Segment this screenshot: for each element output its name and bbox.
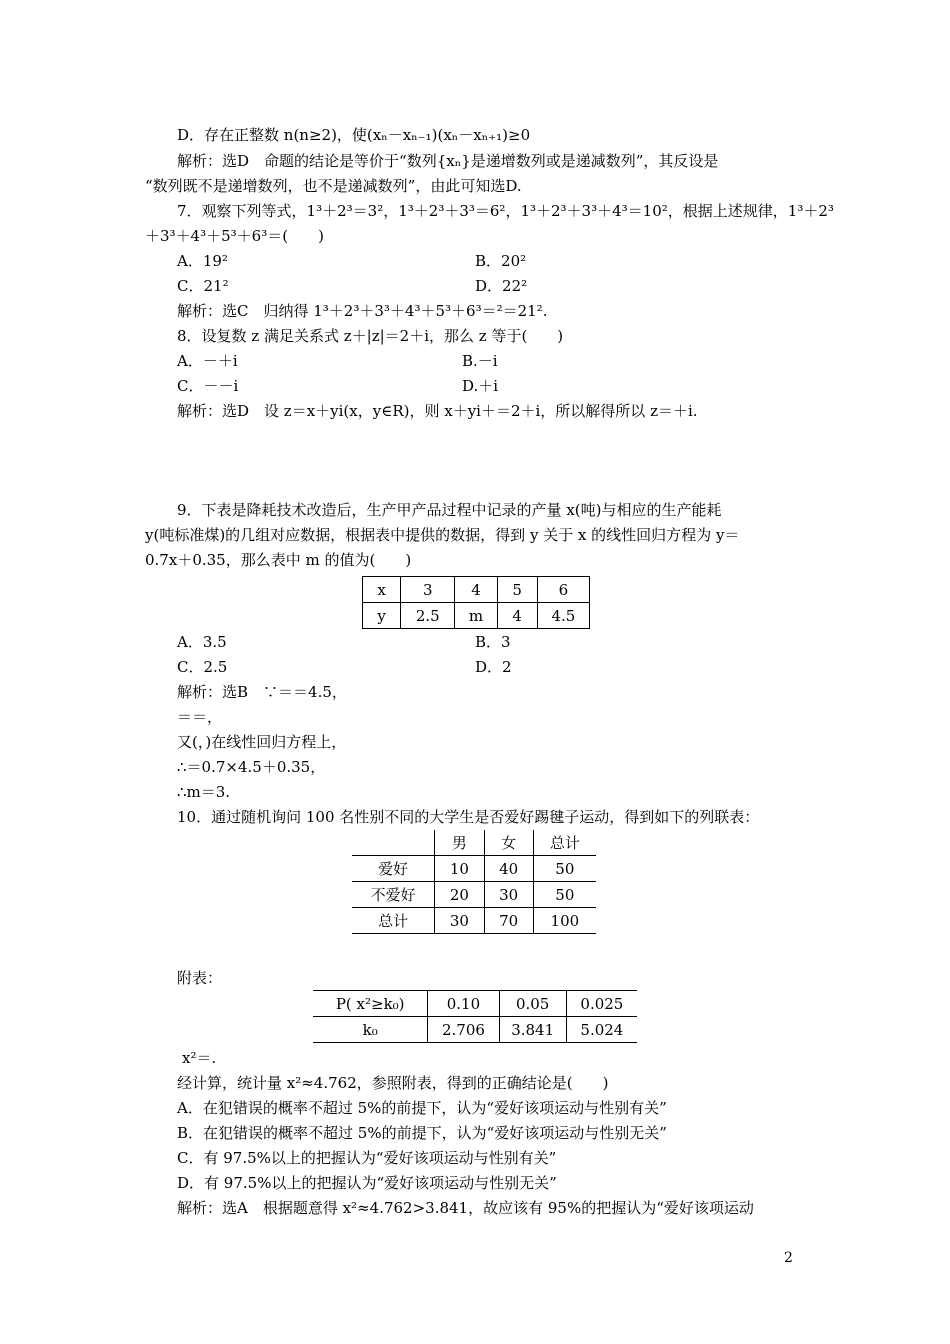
q10-calc: 经计算，统计量 x²≈4.762，参照附表，得到的正确结论是( ) (177, 1074, 609, 1092)
q10-appendix-label: 附表： (177, 969, 223, 987)
q6-option-d: D．存在正整数 n(n≥2)，使(xₙ－xₙ₋₁)(xₙ－xₙ₊₁)≥0 (177, 126, 531, 144)
q9-option-a: A．3.5 (177, 633, 227, 651)
table-cell: 0.025 (566, 991, 637, 1017)
q7-stem-line2: ＋3³＋4³＋5³＋6³＝( ) (145, 227, 324, 245)
table-cell: 3.841 (499, 1017, 566, 1043)
q8-option-c: C．－－i (177, 377, 239, 395)
table-row (352, 882, 596, 908)
table-cell: m (455, 603, 497, 629)
q10-stem: 10．通过随机询问 100 名性别不同的大学生是否爱好踢毽子运动，得到如下的列联表： (177, 808, 760, 826)
q9-option-b: B．3 (475, 633, 511, 651)
table-cell: x (363, 577, 401, 603)
table-cell: 总计 (533, 830, 596, 856)
table-cell: 4 (455, 577, 497, 603)
table-cell: 4.5 (537, 603, 589, 629)
q7-option-b: B．20² (475, 252, 527, 270)
table-row (352, 908, 596, 934)
q10-contingency-table (352, 830, 596, 934)
table-cell: P( x²≥k₀) (313, 991, 428, 1017)
table-cell: 50 (533, 856, 596, 882)
table-cell: 0.10 (428, 991, 499, 1017)
table-cell: 爱好 (352, 856, 435, 882)
table-cell: 40 (484, 856, 533, 882)
q9-option-d: D．2 (475, 658, 512, 676)
table-cell: 女 (484, 830, 533, 856)
table-row (352, 856, 596, 882)
table-cell: 50 (533, 882, 596, 908)
q6-solution-line1: 解析：选D 命题的结论是等价于“数列{xₙ}是递增数列或是递减数列”，其反设是 (177, 152, 719, 170)
table-cell: 男 (435, 830, 484, 856)
q8-option-a: A．－＋i (177, 352, 238, 370)
q10-option-c: C．有 97.5%以上的把握认为“爱好该项运动与性别有关” (177, 1149, 557, 1167)
q9-data-table (362, 576, 590, 629)
table-row (313, 1017, 637, 1043)
q9-stem-line1: 9．下表是降耗技术改造后，生产甲产品过程中记录的产量 x(吨)与相应的生产能耗 (177, 501, 722, 519)
table-cell: 3 (401, 577, 455, 603)
q10-appendix-table (313, 990, 637, 1043)
table-cell: 总计 (352, 908, 435, 934)
table-cell (352, 830, 435, 856)
table-cell: 6 (537, 577, 589, 603)
q9-option-c: C．2.5 (177, 658, 228, 676)
table-row (313, 991, 637, 1017)
q9-solution-line5: ∴m＝3. (177, 783, 231, 801)
table-cell: 10 (435, 856, 484, 882)
table-cell: 0.05 (499, 991, 566, 1017)
table-cell: k₀ (313, 1017, 428, 1043)
q9-stem-line2: y(吨标准煤)的几组对应数据，根据表中提供的数据，得到 y 关于 x 的线性回归方程为 y＝ (145, 526, 740, 544)
q8-stem: 8．设复数 z 满足关系式 z＋|z|＝2＋i，那么 z 等于( ) (177, 327, 564, 345)
page-number: 2 (784, 1250, 793, 1266)
q9-stem-line3: 0.7x＋0.35，那么表中 m 的值为( ) (145, 551, 412, 569)
q8-option-d: D.＋i (462, 377, 499, 395)
q9-solution-line2: ＝＝， (177, 708, 223, 726)
table-cell: 4 (497, 603, 537, 629)
q9-solution-line4: ∴＝0.7×4.5＋0.35， (177, 758, 326, 776)
table-cell: 20 (435, 882, 484, 908)
q8-solution: 解析：选D 设 z＝x＋yi(x，y∈R)，则 x＋yi＋＝2＋i，所以解得所以 z＝＋i. (177, 402, 698, 420)
table-cell: 70 (484, 908, 533, 934)
table-cell: 30 (484, 882, 533, 908)
table-cell: 5 (497, 577, 537, 603)
q7-option-a: A．19² (177, 252, 228, 270)
q9-solution-line3: 又(，)在线性回归方程上， (177, 733, 347, 751)
q10-solution: 解析：选A 根据题意得 x²≈4.762>3.841，故应该有 95%的把握认为“爱好该项运动 (177, 1199, 754, 1217)
q10-formula: x²＝. (182, 1049, 217, 1067)
table-row (363, 603, 590, 629)
q8-option-b: B.－i (462, 352, 498, 370)
table-row (352, 830, 596, 856)
q10-option-d: D．有 97.5%以上的把握认为“爱好该项运动与性别无关” (177, 1174, 557, 1192)
table-cell: 100 (533, 908, 596, 934)
q10-option-b: B．在犯错误的概率不超过 5%的前提下，认为“爱好该项运动与性别无关” (177, 1124, 667, 1142)
table-cell: 不爱好 (352, 882, 435, 908)
table-cell: 2.706 (428, 1017, 499, 1043)
q9-solution-line1: 解析：选B ∵＝＝4.5， (177, 683, 347, 701)
q7-stem-line1: 7．观察下列等式，1³＋2³＝3²，1³＋2³＋3³＝6²，1³＋2³＋3³＋4³＝10²，根据上述规律，1³＋2³ (177, 202, 834, 220)
q6-solution-line2: “数列既不是递增数列，也不是递减数列”，由此可知选D. (145, 177, 522, 195)
q7-option-c: C．21² (177, 277, 229, 295)
table-cell: 2.5 (401, 603, 455, 629)
q7-option-d: D．22² (475, 277, 528, 295)
table-cell: 5.024 (566, 1017, 637, 1043)
q10-option-a: A．在犯错误的概率不超过 5%的前提下，认为“爱好该项运动与性别有关” (177, 1099, 667, 1117)
table-cell: y (363, 603, 401, 629)
table-cell: 30 (435, 908, 484, 934)
table-row (363, 577, 590, 603)
q7-solution: 解析：选C 归纳得 1³＋2³＋3³＋4³＋5³＋6³＝²＝21². (177, 302, 548, 320)
